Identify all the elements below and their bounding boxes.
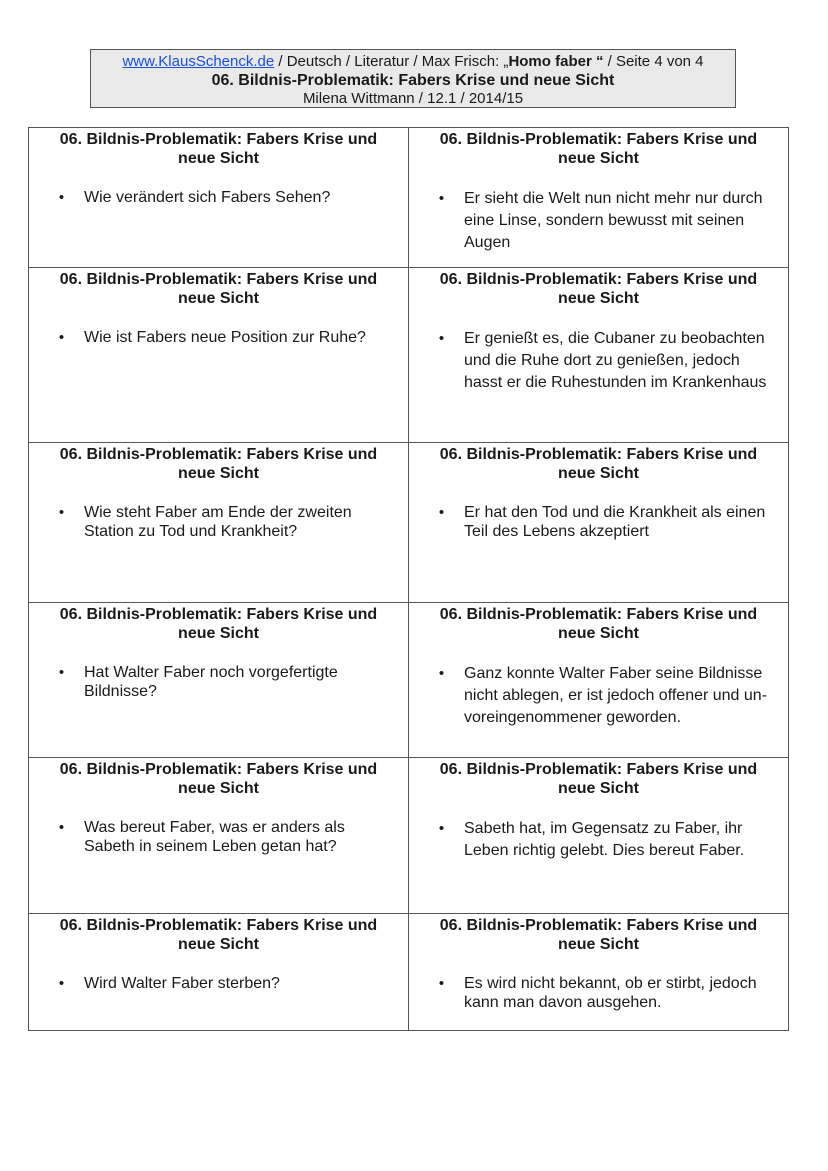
card-row xyxy=(29,758,789,914)
question-text: Wird Walter Faber sterben? xyxy=(84,975,280,992)
question-item xyxy=(39,328,398,347)
bullet-icon: • xyxy=(438,190,445,207)
card-row xyxy=(29,128,789,268)
question-item xyxy=(39,663,398,701)
card-row xyxy=(29,914,789,1031)
bullet-icon: • xyxy=(438,975,445,992)
flashcard-table xyxy=(28,127,789,1031)
card-title: 06. Bildnis-Problematik: Fabers Krise und neue Sicht xyxy=(59,606,378,642)
answer-card xyxy=(409,443,789,603)
header-author: Milena Wittmann / 12.1 / 2014/15 xyxy=(302,90,524,107)
bullet-icon: • xyxy=(438,504,445,521)
question-card xyxy=(29,914,409,1031)
card-title: 06. Bildnis-Problematik: Fabers Krise und neue Sicht xyxy=(59,761,378,797)
bullet-icon: • xyxy=(58,819,65,836)
header-source-line xyxy=(91,53,735,71)
answer-card xyxy=(409,758,789,914)
card-title: 06. Bildnis-Problematik: Fabers Krise und neue Sicht xyxy=(439,917,758,953)
answer-card xyxy=(409,603,789,758)
answer-card xyxy=(409,128,789,268)
answer-item xyxy=(419,328,778,394)
card-title: 06. Bildnis-Problematik: Fabers Krise und neue Sicht xyxy=(59,917,378,953)
answer-item xyxy=(419,663,778,729)
question-card xyxy=(29,443,409,603)
question-item xyxy=(39,188,398,207)
bullet-icon: • xyxy=(438,665,445,682)
bullet-icon: • xyxy=(58,329,65,346)
answer-item xyxy=(419,188,778,254)
question-text: Wie steht Faber am Ende der zweiten Station zu Tod und Krankheit? xyxy=(84,504,352,540)
card-title: 06. Bildnis-Problematik: Fabers Krise und neue Sicht xyxy=(59,131,378,167)
question-card xyxy=(29,128,409,268)
question-item xyxy=(39,503,398,541)
site-link[interactable]: www.KlausSchenck.de xyxy=(122,53,275,70)
answer-text: Er hat den Tod und die Krankheit als einen Teil des Lebens akzeptiert xyxy=(464,504,766,540)
answer-item xyxy=(419,818,778,862)
question-card xyxy=(29,268,409,443)
bullet-icon: • xyxy=(438,820,445,837)
question-text: Wie verändert sich Fabers Sehen? xyxy=(84,189,331,206)
document-header xyxy=(90,49,736,108)
question-text: Wie ist Fabers neue Position zur Ruhe? xyxy=(84,329,366,346)
answer-item xyxy=(419,503,778,541)
answer-text: Ganz konnte Walter Faber seine Bildnisse nicht ablegen, er ist jedoch offener und un-voreingenommener geworden. xyxy=(464,665,768,726)
header-path: / Deutsch / Literatur / Max Frisch: „ xyxy=(274,53,509,70)
answer-text: Es wird nicht bekannt, ob er stirbt, jedoch kann man davon ausgehen. xyxy=(464,975,757,1011)
answer-text: Er genießt es, die Cubaner zu beobachten und die Ruhe dort zu genießen, jedoch hasst er die Ruhestunden im Krankenhaus xyxy=(464,330,767,391)
bullet-icon: • xyxy=(438,330,445,347)
question-text: Was bereut Faber, was er anders als Sabeth in seinem Leben getan hat? xyxy=(84,819,345,855)
question-item xyxy=(39,818,398,856)
answer-card xyxy=(409,914,789,1031)
card-title: 06. Bildnis-Problematik: Fabers Krise und neue Sicht xyxy=(439,761,758,797)
bullet-icon: • xyxy=(58,975,65,992)
card-title: 06. Bildnis-Problematik: Fabers Krise und neue Sicht xyxy=(59,446,378,482)
card-title: 06. Bildnis-Problematik: Fabers Krise und neue Sicht xyxy=(439,131,758,167)
card-title: 06. Bildnis-Problematik: Fabers Krise und neue Sicht xyxy=(439,446,758,482)
question-card xyxy=(29,758,409,914)
answer-item xyxy=(419,974,778,1012)
page-title: 06. Bildnis-Problematik: Fabers Krise und neue Sicht xyxy=(211,72,615,89)
header-page: / Seite 4 von 4 xyxy=(603,53,704,70)
bullet-icon: • xyxy=(58,189,65,206)
card-title: 06. Bildnis-Problematik: Fabers Krise und neue Sicht xyxy=(439,271,758,307)
answer-card xyxy=(409,268,789,443)
question-card xyxy=(29,603,409,758)
header-book: Homo faber “ xyxy=(508,53,604,70)
answer-text: Er sieht die Welt nun nicht mehr nur durch eine Linse, sondern bewusst mit seinen Augen xyxy=(464,190,763,251)
answer-text: Sabeth hat, im Gegensatz zu Faber, ihr Leben richtig gelebt. Dies bereut Faber. xyxy=(464,820,745,859)
bullet-icon: • xyxy=(58,504,65,521)
card-row xyxy=(29,603,789,758)
question-text: Hat Walter Faber noch vorgefertigte Bildnisse? xyxy=(84,664,338,700)
card-row xyxy=(29,443,789,603)
card-title: 06. Bildnis-Problematik: Fabers Krise und neue Sicht xyxy=(439,606,758,642)
question-item xyxy=(39,974,398,993)
card-row xyxy=(29,268,789,443)
bullet-icon: • xyxy=(58,664,65,681)
card-title: 06. Bildnis-Problematik: Fabers Krise und neue Sicht xyxy=(59,271,378,307)
